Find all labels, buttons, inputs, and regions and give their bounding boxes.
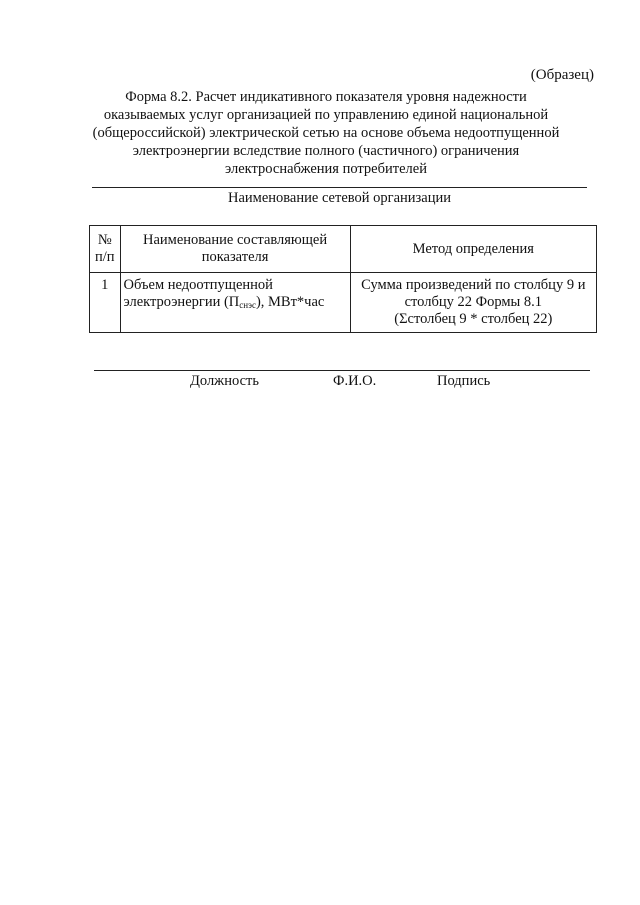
header-number-symbol: № (97, 232, 112, 248)
header-method: Метод определения (350, 226, 596, 273)
sample-mark: (Образец) (530, 67, 594, 83)
organization-name-line (92, 187, 587, 188)
form-title-line: электроэнергии вследствие полного (частичного) ограничения (132, 143, 520, 159)
signature-label: Подпись (437, 373, 491, 389)
component-name-subscript: снэс (239, 300, 256, 310)
signature-line (94, 370, 590, 371)
component-name-line: Объем недоотпущенной (123, 277, 273, 293)
header-number (90, 226, 121, 273)
component-name-prefix: электроэнергии (П (123, 294, 240, 310)
table-row (90, 273, 597, 333)
form-title-line: (общероссийской) электрической сетью на основе объема недоотпущенной (92, 125, 560, 141)
form-title-line: оказываемых услуг организацией по управлению единой национальной (103, 107, 549, 123)
method-formula: (Σстолбец 9 * столбец 22) (394, 311, 553, 327)
indicator-table (89, 225, 597, 333)
method-line: Сумма произведений по столбцу 9 и (361, 277, 586, 293)
form-title-line: электроснабжения потребителей (225, 161, 427, 177)
row-number: 1 (90, 273, 121, 333)
organization-name-label: Наименование сетевой организации (227, 190, 451, 206)
header-number-abbr: п/п (94, 249, 115, 265)
full-name-label: Ф.И.О. (333, 373, 377, 389)
component-name-suffix: ), МВт*час (255, 294, 325, 310)
method-line: столбцу 22 Формы 8.1 (404, 294, 543, 310)
table-header-row (90, 226, 597, 273)
form-title-line: Форма 8.2. Расчет индикативного показателя уровня надежности (125, 89, 527, 105)
header-component-name: Наименование составляющей показателя (120, 226, 350, 273)
component-name-line (124, 294, 347, 314)
position-label: Должность (190, 373, 259, 389)
method-cell (350, 273, 596, 333)
form-title (88, 88, 564, 178)
component-name-cell (120, 273, 350, 333)
